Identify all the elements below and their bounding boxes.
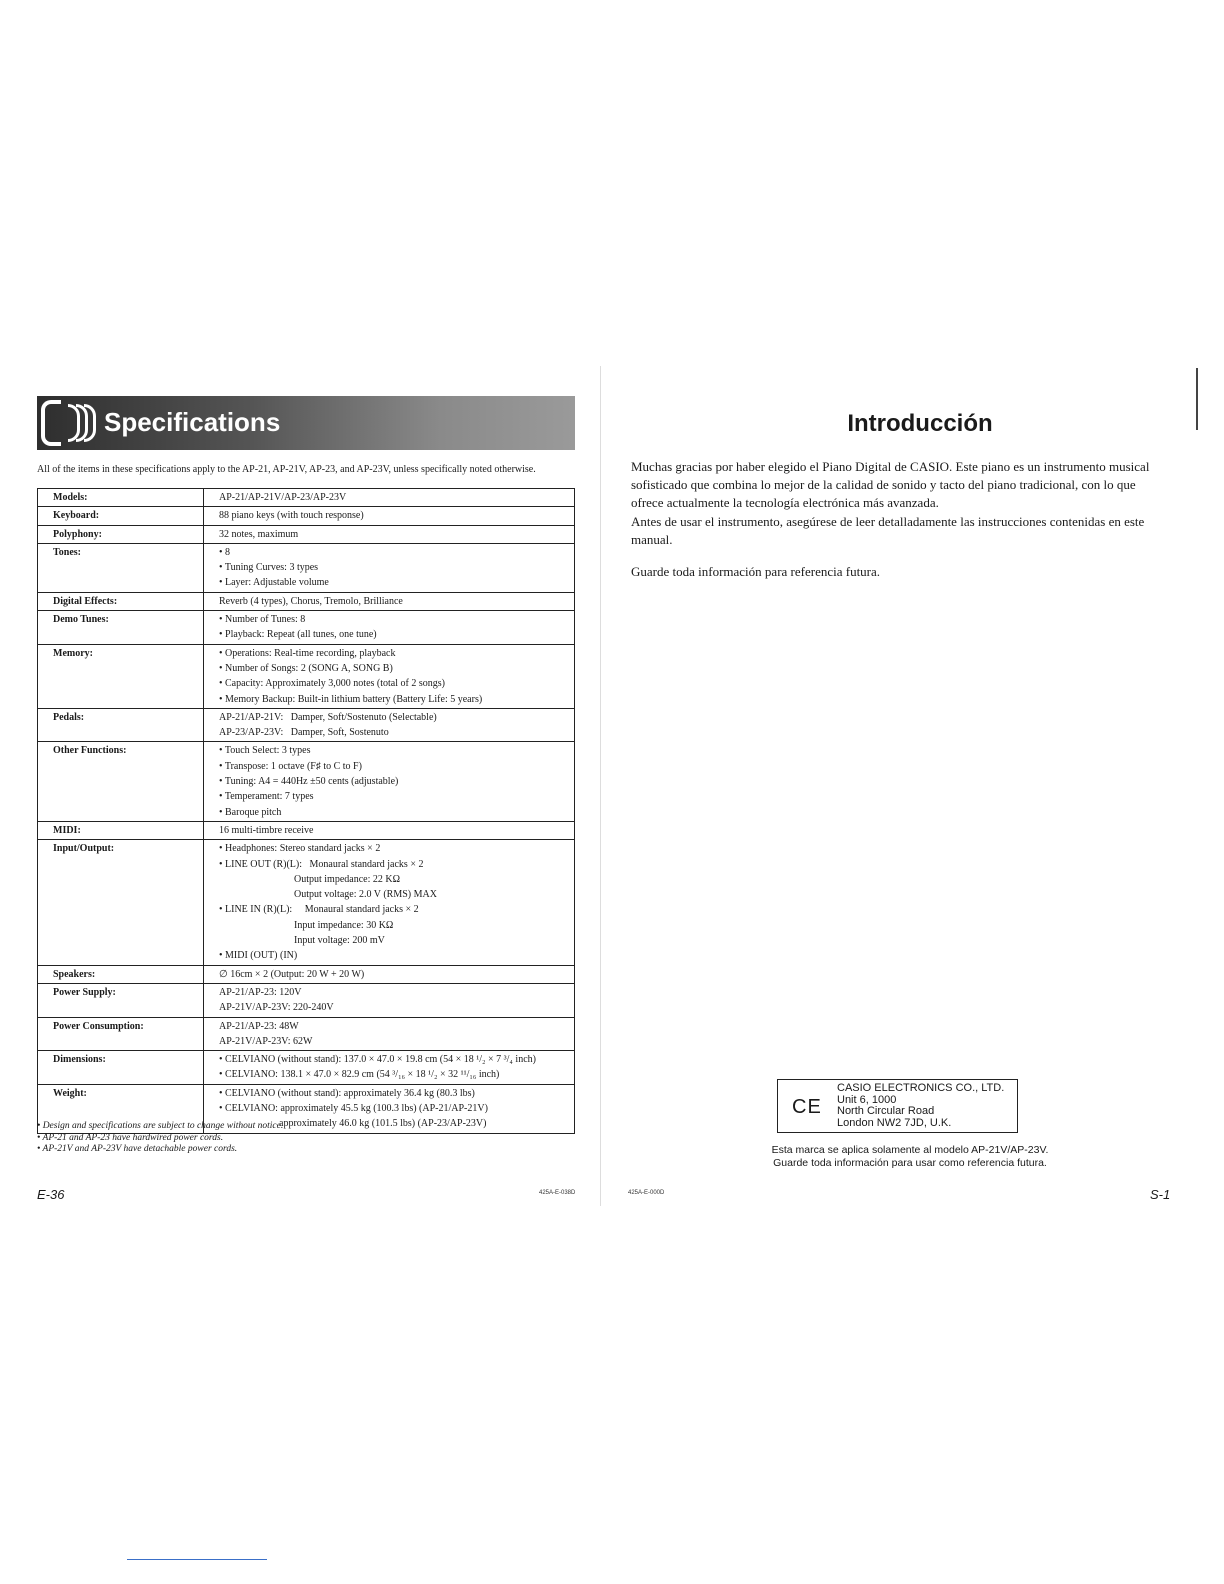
spec-row — [38, 1051, 575, 1085]
spec-value-line: • CELVIANO (without stand): 137.0 × 47.0 × 19.8 cm (54 × 18 ¹/₂ × 7 ³/₄ inch) — [219, 1054, 536, 1066]
page-title: Introducción — [847, 410, 993, 437]
spec-value-line: AP-21/AP-23: 48W — [219, 1020, 299, 1032]
spec-label: Pedals: — [38, 708, 204, 742]
spec-value-line: • Memory Backup: Built-in lithium battery (Battery Life: 5 years) — [219, 693, 483, 705]
spec-value-line: Input voltage: 200 mV — [219, 935, 385, 947]
page-number-left: E-36 — [37, 1187, 65, 1202]
address-line: London NW2 7JD, U.K. — [837, 1116, 952, 1129]
spec-row — [38, 821, 575, 839]
spec-value-line: AP-23/AP-23V: Damper, Soft, Sostenuto — [219, 727, 389, 739]
ce-note-line: Esta marca se aplica solamente al modelo AP-21V/AP-23V. — [771, 1144, 1049, 1156]
spec-label: Power Supply: — [38, 983, 204, 1017]
spec-value-line: • 8 — [219, 546, 231, 558]
specifications-intro: All of the items in these specifications apply to the AP-21, AP-21V, AP-23, and AP-23V, unless specifically noted otherwise. — [37, 464, 536, 475]
page-divider — [600, 366, 601, 1206]
spec-row — [38, 644, 575, 708]
spec-value — [204, 525, 575, 543]
spec-value-line: • Temperament: 7 types — [219, 791, 314, 803]
spec-value — [204, 708, 575, 742]
spec-label: Weight: — [38, 1084, 204, 1133]
spec-value — [204, 489, 575, 507]
address-line: Unit 6, 1000 — [837, 1093, 897, 1106]
ce-mark-icon: CE — [792, 1096, 822, 1118]
spec-row — [38, 543, 575, 592]
spec-value-line: • MIDI (OUT) (IN) — [219, 950, 298, 962]
address-line: North Circular Road — [837, 1105, 935, 1117]
footnote: • AP-21V and AP-23V have detachable power cords. — [37, 1144, 238, 1154]
spec-value-line: • Transpose: 1 octave (F♯ to C to F) — [219, 760, 362, 772]
bottom-rule — [127, 1559, 267, 1560]
spec-value-line: • Layer: Adjustable volume — [219, 577, 329, 589]
spec-value — [204, 543, 575, 592]
spec-value-line: 32 notes, maximum — [219, 528, 299, 540]
footnotes — [37, 1121, 577, 1156]
spec-label: Demo Tunes: — [38, 611, 204, 645]
document-code-left: 425A-E-038D — [539, 1190, 576, 1196]
ce-note — [740, 1144, 1080, 1170]
spec-label: Speakers: — [38, 965, 204, 983]
footnote: • Design and specifications are subject to change without notice. — [37, 1121, 284, 1131]
spec-label: Input/Output: — [38, 840, 204, 965]
spec-value — [204, 742, 575, 821]
banner-bracket-icon — [41, 400, 61, 446]
spec-row — [38, 489, 575, 507]
specifications-table — [37, 488, 575, 1134]
spec-row — [38, 742, 575, 821]
spec-value-line: • Operations: Real-time recording, playback — [219, 647, 396, 659]
spec-value-line: AP-21V/AP-23V: 220-240V — [219, 1002, 334, 1014]
spec-value — [204, 840, 575, 965]
spec-value-line: AP-21/AP-23: 120V — [219, 986, 302, 998]
spec-value — [204, 983, 575, 1017]
address-line: CASIO ELECTRONICS CO., LTD. — [837, 1082, 1005, 1094]
spec-value-line: Reverb (4 types), Chorus, Tremolo, Brilliance — [219, 595, 403, 607]
spec-row — [38, 965, 575, 983]
spec-value-line: • Tuning Curves: 3 types — [219, 562, 319, 574]
spec-value-line: 88 piano keys (with touch response) — [219, 510, 364, 522]
spec-label: Models: — [38, 489, 204, 507]
manufacturer-address — [837, 1083, 1004, 1129]
spec-value-line: AP-21/AP-21V: Damper, Soft/Sostenuto (Selectable) — [219, 711, 437, 723]
spec-label: Digital Effects: — [38, 592, 204, 610]
intro-paragraph: Muchas gracias por haber elegido el Piano Digital de CASIO. Este piano es un instrumento musical sofisticado que combina lo mejor de la calidad de sonido y tacto del piano tradicional, con lo que ofrece actualmente la tecnología electrónica más avanzada. — [631, 459, 1150, 511]
spec-row — [38, 983, 575, 1017]
spec-label: MIDI: — [38, 821, 204, 839]
spec-value-line: • Tuning: A4 = 440Hz ±50 cents (adjustable) — [219, 776, 399, 788]
spec-value-line: • Number of Songs: 2 (SONG A, SONG B) — [219, 662, 393, 674]
spec-row — [38, 1017, 575, 1051]
spec-value-line: • Baroque pitch — [219, 806, 282, 818]
spec-value-line: • Playback: Repeat (all tunes, one tune) — [219, 629, 377, 641]
spec-label: Power Consumption: — [38, 1017, 204, 1051]
intro-paragraph: Antes de usar el instrumento, asegúrese de leer detalladamente las instrucciones contenidas en este manual. — [631, 513, 1145, 547]
spec-label: Keyboard: — [38, 507, 204, 525]
spec-value — [204, 1017, 575, 1051]
spec-value — [204, 644, 575, 708]
spec-value-line: • CELVIANO: 138.1 × 47.0 × 82.9 cm (54 ³/₁₆ × 18 ¹/₂ × 32 ¹¹/₁₆ inch) — [219, 1069, 500, 1081]
spec-row — [38, 507, 575, 525]
spec-value-line: • Capacity: Approximately 3,000 notes (total of 2 songs) — [219, 678, 445, 690]
document-code-right: 425A-E-000D — [628, 1190, 665, 1196]
spec-row — [38, 592, 575, 610]
spec-row — [38, 611, 575, 645]
spec-value — [204, 592, 575, 610]
right-edge-mark — [1196, 368, 1198, 430]
spec-row — [38, 708, 575, 742]
spec-value — [204, 821, 575, 839]
spec-value-line: 16 multi-timbre receive — [219, 824, 314, 836]
spec-value-line: AP-21V/AP-23V: 62W — [219, 1035, 313, 1047]
spec-label: Dimensions: — [38, 1051, 204, 1085]
intro-body — [631, 458, 1171, 581]
section-title: Specifications — [104, 407, 281, 437]
page-number-right: S-1 — [1150, 1187, 1171, 1202]
spec-label: Other Functions: — [38, 742, 204, 821]
spec-value — [204, 1051, 575, 1085]
spec-value — [204, 507, 575, 525]
spec-value — [204, 611, 575, 645]
footnote: • AP-21 and AP-23 have hardwired power cords. — [37, 1132, 224, 1143]
spec-value-line: Input impedance: 30 KΩ — [219, 919, 394, 931]
spec-value-line: AP-21/AP-21V/AP-23/AP-23V — [219, 492, 347, 503]
spec-value-line: • Number of Tunes: 8 — [219, 614, 306, 626]
ce-note-line: Guarde toda información para usar como referencia futura. — [773, 1157, 1047, 1169]
spec-value-line: • CELVIANO (without stand): approximately 36.4 kg (80.3 lbs) — [219, 1087, 475, 1099]
spec-value-line: • Touch Select: 3 types — [219, 745, 311, 757]
spec-value-line: • Headphones: Stereo standard jacks × 2 — [219, 843, 381, 855]
spec-value-line: • LINE OUT (R)(L): Monaural standard jacks × 2 — [219, 858, 424, 870]
spec-value-line: ∅ 16cm × 2 (Output: 20 W + 20 W) — [219, 968, 365, 980]
intro-paragraph: Guarde toda información para referencia futura. — [631, 564, 881, 580]
spec-row — [38, 840, 575, 965]
spec-label: Polyphony: — [38, 525, 204, 543]
spec-value-line: Output impedance: 22 KΩ — [219, 873, 401, 885]
spec-label: Memory: — [38, 644, 204, 708]
spec-row — [38, 525, 575, 543]
banner-arc-icon — [84, 404, 96, 442]
spec-value-line: approximately 46.0 kg (101.5 lbs) (AP-23/AP-23V) — [219, 1118, 487, 1130]
spec-value-line: • LINE IN (R)(L): Monaural standard jacks × 2 — [219, 904, 419, 916]
spec-value — [204, 965, 575, 983]
spec-label: Tones: — [38, 543, 204, 592]
spec-value-line: • CELVIANO: approximately 45.5 kg (100.3 lbs) (AP-21/AP-21V) — [219, 1102, 488, 1114]
spec-value-line: Output voltage: 2.0 V (RMS) MAX — [219, 889, 437, 901]
